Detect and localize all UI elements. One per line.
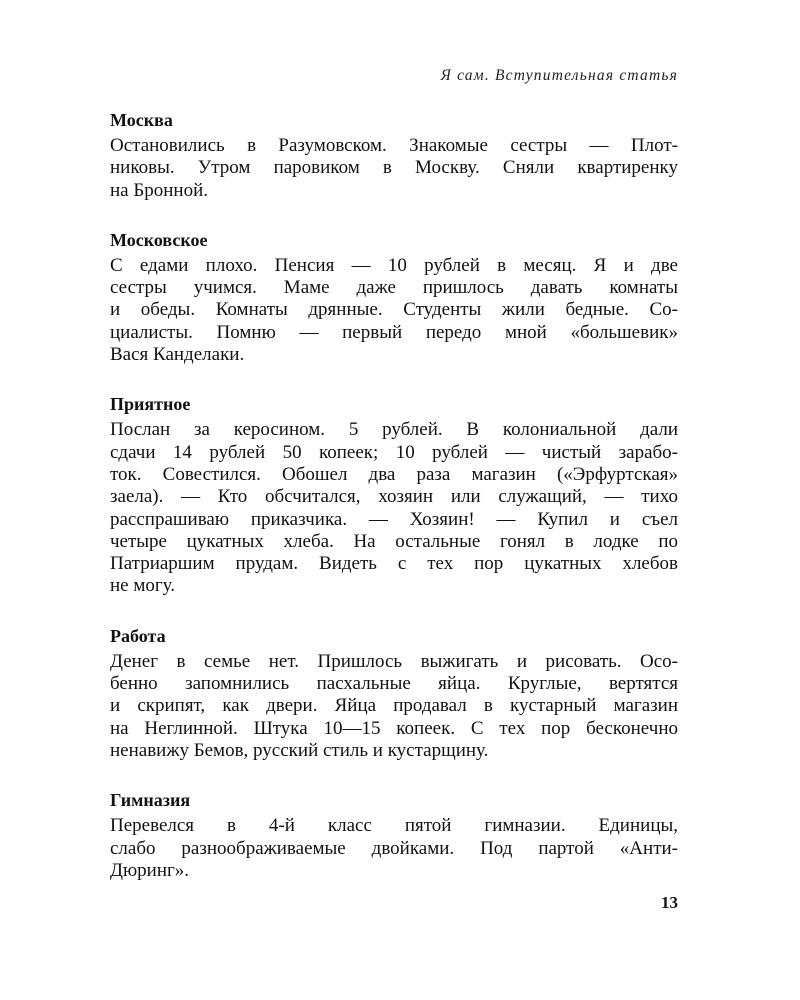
text-line: и обеды. Комнаты дрянные. Студенты жили бедные. Со-	[110, 299, 678, 321]
section-rabota	[110, 624, 678, 762]
text-line: Послан за керосином. 5 рублей. В колониальной дали	[110, 419, 678, 441]
section-title: Гимназия	[110, 790, 191, 811]
section-moscow	[110, 108, 678, 202]
text-line: ток. Совестился. Обошел два раза магазин («Эрфуртская»	[110, 463, 678, 485]
text-line: сдачи 14 рублей 50 копеек; 10 рублей — чистый зарабо-	[110, 441, 678, 463]
section-moskovskoe	[110, 228, 678, 366]
section-title: Работа	[110, 625, 166, 646]
text-line: Дюринг».	[110, 859, 190, 881]
text-line: Денег в семье нет. Пришлось выжигать и рисовать. Осо-	[110, 650, 678, 672]
text-line: Вася Канделаки.	[110, 344, 245, 366]
text-line: не могу.	[110, 575, 176, 597]
section-text	[110, 815, 678, 882]
text-line: ненавижу Бемов, русский стиль и кустарщину.	[110, 739, 489, 761]
section-gimnaziya	[110, 788, 678, 882]
text-line: расспрашиваю приказчика. — Хозяин! — Купил и съел	[110, 508, 678, 530]
text-line: заела). — Кто обсчитался, хозяин или служащий, — тихо	[110, 486, 678, 508]
running-head: Я сам. Вступительная статья	[440, 67, 678, 84]
text-line: на Бронной.	[110, 179, 209, 201]
text-line: слабо разноображиваемые двойками. Под партой «Анти-	[110, 837, 678, 859]
text-line: Остановились в Разумовском. Знакомые сестры — Плот-	[110, 135, 678, 156]
text-line: циалисты. Помню — первый передо мной «большевик»	[110, 321, 678, 343]
section-text	[110, 135, 678, 202]
book-page	[110, 0, 678, 1000]
text-line: Перевелся в 4-й класс пятой гимназии. Единицы,	[110, 815, 678, 837]
text-line: четыре цукатных хлеба. На остальные гонял в лодке по	[110, 530, 678, 552]
section-text	[110, 419, 678, 597]
page-number: 13	[661, 893, 678, 912]
section-title: Московское	[110, 229, 208, 250]
section-priyatnoe	[110, 392, 678, 597]
section-title: Москва	[110, 110, 173, 130]
section-title: Приятное	[110, 394, 191, 415]
text-line: сестры учимся. Маме даже пришлось давать комнаты	[110, 277, 678, 299]
text-line: и скрипят, как двери. Яйца продавал в кустарный магазин	[110, 695, 678, 717]
page-content	[110, 108, 678, 908]
section-text	[110, 651, 678, 762]
text-line: на Неглинной. Штука 10—15 копеек. С тех пор бесконечно	[110, 717, 678, 739]
text-line: никовы. Утром паровиком в Москву. Сняли квартиренку	[110, 157, 678, 179]
text-line: С едами плохо. Пенсия — 10 рублей в месяц. Я и две	[110, 254, 678, 276]
text-line: бенно запомнились пасхальные яйца. Круглые, вертятся	[110, 673, 678, 695]
section-text	[110, 255, 678, 366]
text-line: Патриаршим прудам. Видеть с тех пор цукатных хлебов	[110, 553, 678, 575]
